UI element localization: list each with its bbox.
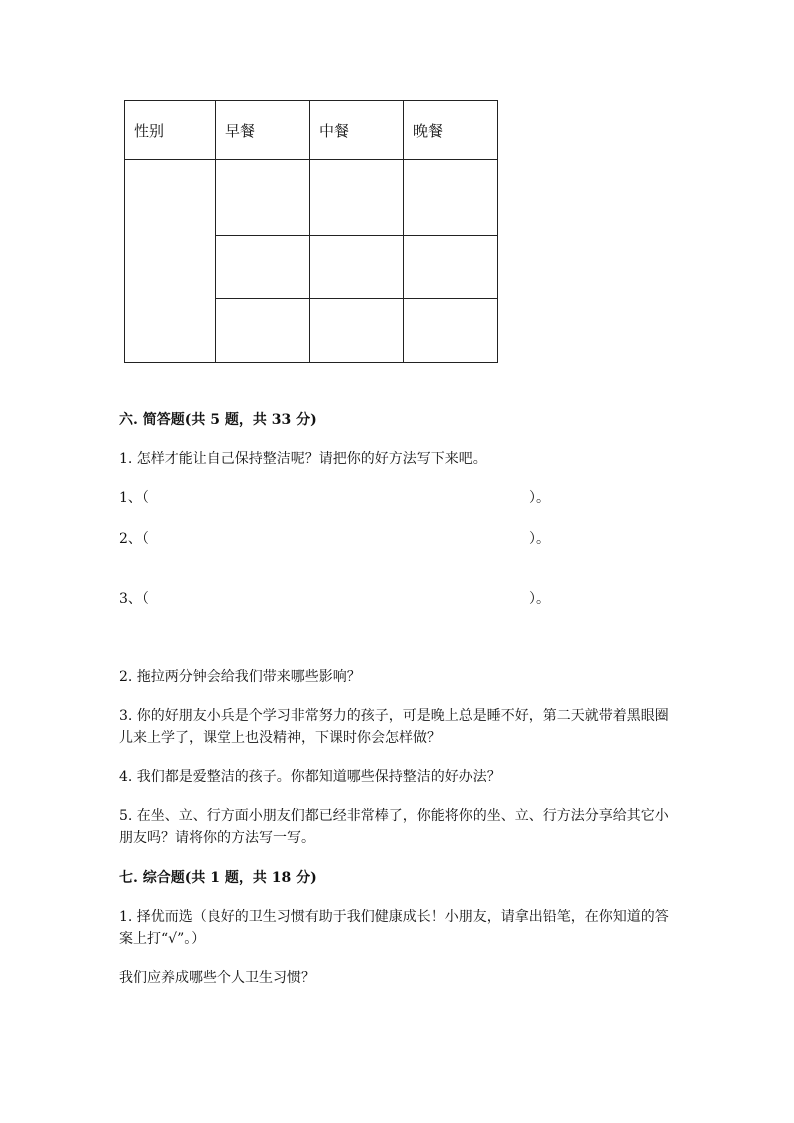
blank-close: ）。 [529,490,550,506]
question-7-1: 1. 择优而选（良好的卫生习惯有助于我们健康成长！小朋友，请拿出铅笔，在你知道的答案上打“√”。） [119,909,669,947]
question-6-5: 5. 在坐、立、行方面小朋友们都已经非常棒了，你能将你的坐、立、行方法分享给其它小朋友吗？请将你的方法写一写。 [119,808,669,846]
answer-blank-1[interactable] [119,487,559,507]
table-cell[interactable] [404,236,498,299]
table-cell[interactable] [404,299,498,363]
blank-close: ）。 [529,531,550,547]
section-6-heading: 六. 简答题(共 5 题，共 33 分) [119,412,317,428]
table-cell[interactable] [310,236,404,299]
blank-number: 1、（ [119,490,149,506]
table-header-row [125,101,498,160]
table-row [125,160,498,236]
question-7-1-sub: 我们应养成哪些个人卫生习惯？ [119,970,315,986]
table-cell[interactable] [310,160,404,236]
blank-number: 2、（ [119,531,149,547]
table-cell[interactable] [404,160,498,236]
blank-close: ）。 [529,591,550,607]
question-6-2: 2. 拖拉两分钟会给我们带来哪些影响？ [119,669,361,685]
answer-blank-2[interactable] [119,528,559,548]
question-6-4: 4. 我们都是爱整洁的孩子。你都知道哪些保持整洁的好办法？ [119,769,501,785]
blank-number: 3、（ [119,591,149,607]
table-cell[interactable] [216,160,310,236]
gender-cell[interactable] [125,160,216,363]
header-cell-lunch: 中餐 [310,101,404,160]
table-cell[interactable] [216,236,310,299]
table-cell[interactable] [310,299,404,363]
header-cell-gender: 性别 [125,101,216,160]
meal-table [124,100,498,363]
header-cell-breakfast: 早餐 [216,101,310,160]
table-cell[interactable] [216,299,310,363]
answer-blank-3[interactable] [119,588,559,608]
question-6-1: 1. 怎样才能让自己保持整洁呢？请把你的好方法写下来吧。 [119,451,487,467]
section-7-heading: 七. 综合题(共 1 题，共 18 分) [119,870,317,886]
question-6-3: 3. 你的好朋友小兵是个学习非常努力的孩子，可是晚上总是睡不好，第二天就带着黑眼圈儿来上学了，课堂上也没精神，下课时你会怎样做？ [119,708,669,746]
header-cell-dinner: 晚餐 [404,101,498,160]
